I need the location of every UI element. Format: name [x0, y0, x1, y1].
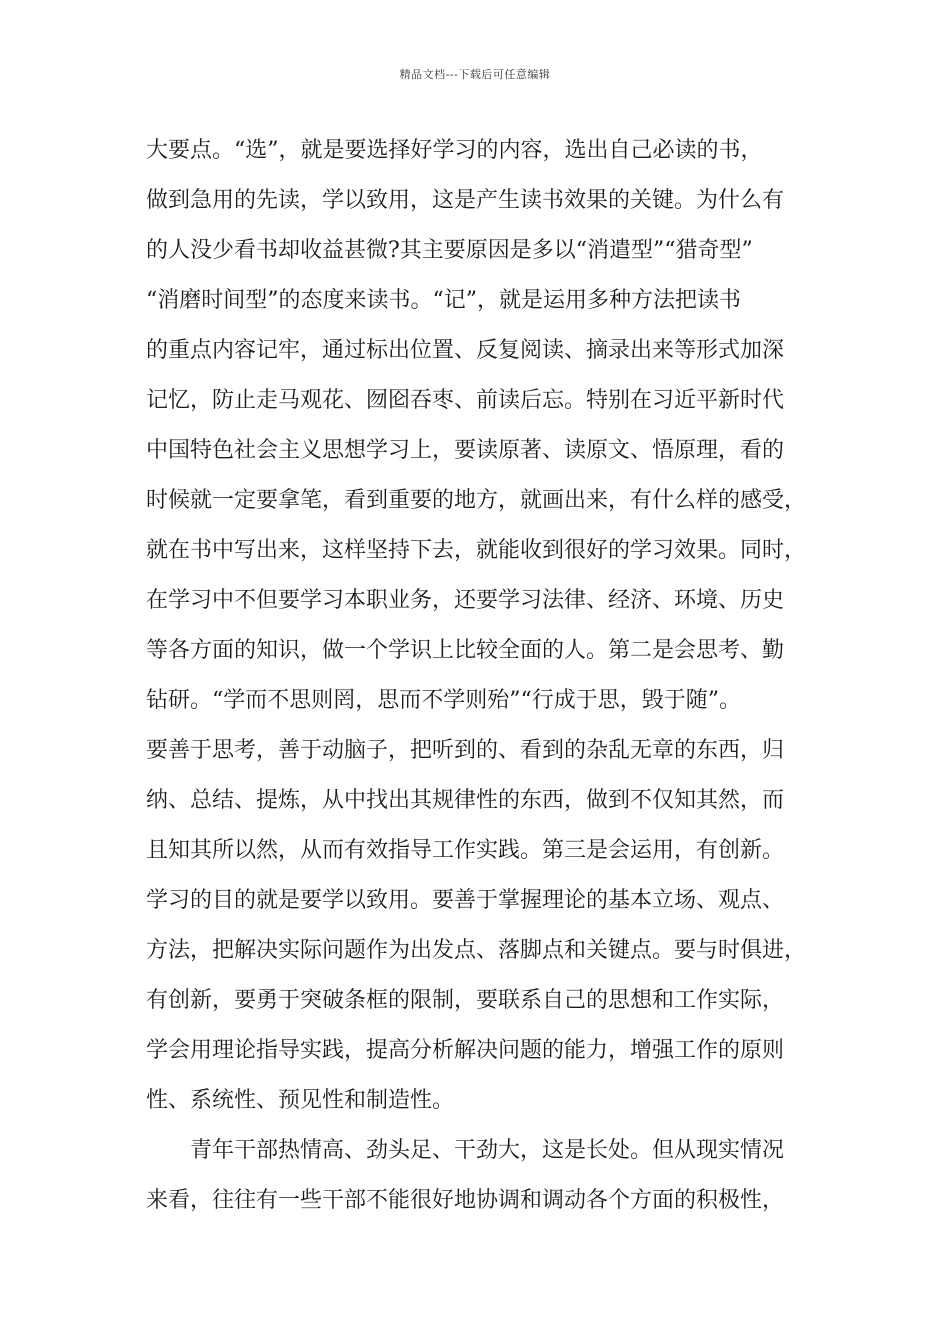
text-line: 纳、总结、提炼，从中找出其规律性的东西，做到不仅知其然，而 — [146, 788, 785, 813]
text-line: 中国特色社会主义思想学习上，要读原著、读原文、悟原理，看的 — [146, 438, 785, 463]
text-line: 学会用理论指导实践，提高分析解决问题的能力，增强工作的原则 — [146, 1038, 785, 1063]
document-body — [146, 126, 826, 1226]
text-line: 在学习中不但要学习本职业务，还要学习法律、经济、环境、历史 — [146, 588, 785, 613]
text-line: 大要点。“选”，就是要选择好学习的内容，选出自己必读的书， — [146, 138, 763, 163]
text-line: 的重点内容记牢，通过标出位置、反复阅读、摘录出来等形式加深 — [146, 338, 785, 363]
text-line: 时候就一定要拿笔，看到重要的地方，就画出来，有什么样的感受， — [146, 488, 807, 513]
text-line: 的人没少看书却收益甚微?其主要原因是多以“消遣型”“猎奇型” — [146, 238, 753, 263]
text-line: “消磨时间型”的态度来读书。“记”，就是运用多种方法把读书 — [146, 288, 741, 313]
text-line: 来看，往往有一些干部不能很好地协调和调动各个方面的积极性， — [146, 1188, 785, 1213]
text-line: 钻研。“学而不思则罔，思而不学则殆”“行成于思，毁于随”。 — [146, 688, 741, 713]
text-line: 性、系统性、预见性和制造性。 — [146, 1088, 455, 1113]
text-line: 方法，把解决实际问题作为出发点、落脚点和关键点。要与时俱进， — [146, 938, 807, 963]
text-line: 要善于思考，善于动脑子，把听到的、看到的杂乱无章的东西，归 — [146, 738, 785, 763]
paragraph-start-line: 青年干部热情高、劲头足、干劲大，这是长处。但从现实情况 — [190, 1138, 785, 1163]
page-header: 精品文档---下载后可任意编辑 — [399, 68, 551, 81]
text-line: 等各方面的知识，做一个学识上比较全面的人。第二是会思考、勤 — [146, 638, 785, 663]
text-line: 且知其所以然，从而有效指导工作实践。第三是会运用，有创新。 — [146, 838, 785, 863]
text-line: 学习的目的就是要学以致用。要善于掌握理论的基本立场、观点、 — [146, 888, 785, 913]
text-line: 就在书中写出来，这样坚持下去，就能收到很好的学习效果。同时， — [146, 538, 807, 563]
text-line: 做到急用的先读，学以致用，这是产生读书效果的关键。为什么有 — [146, 188, 785, 213]
text-line: 记忆，防止走马观花、囫囵吞枣、前读后忘。特别在习近平新时代 — [146, 388, 785, 413]
text-line: 有创新，要勇于突破条框的限制，要联系自己的思想和工作实际， — [146, 988, 785, 1013]
